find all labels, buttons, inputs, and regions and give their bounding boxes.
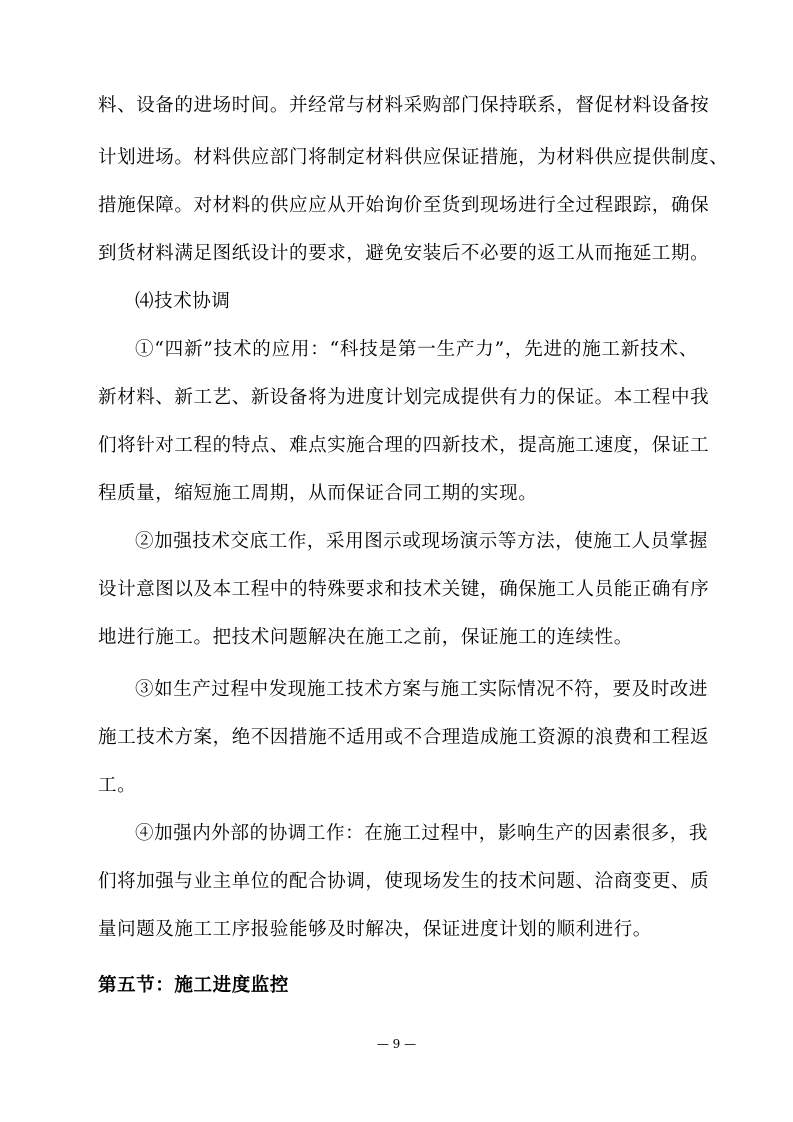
body-line: ②加强技术交底工作，采用图示或现场演示等方法，使施工人员掌握 <box>135 531 709 552</box>
body-line: ①“四新”技术的应用：“科技是第一生产力”，先进的施工新技术、 <box>135 339 698 360</box>
body-line: 工。 <box>98 775 137 796</box>
body-line: ④加强内外部的协调工作：在施工过程中，影响生产的因素很多，我 <box>135 823 709 844</box>
page-number: — 9 — <box>376 1037 417 1051</box>
body-line: 料、设备的进场时间。并经常与材料采购部门保持联系，督促材料设备按 <box>98 95 710 116</box>
body-line: 计划进场。材料供应部门将制定材料供应保证措施，为材料供应提供制度、 <box>98 147 729 168</box>
body-line: 程质量，缩短施工周期，从而保证合同工期的实现。 <box>98 483 538 504</box>
body-line: 措施保障。对材料的供应应从开始询价至货到现场进行全过程跟踪，确保 <box>98 195 710 216</box>
body-line: 们将加强与业主单位的配合协调，使现场发生的技术问题、洽商变更、质 <box>98 871 710 892</box>
body-line: 到货材料满足图纸设计的要求，避免安装后不必要的返工从而拖延工期。 <box>98 243 710 264</box>
body-line: 地进行施工。把技术问题解决在施工之前，保证施工的连续性。 <box>98 627 633 648</box>
section-heading: 第五节：施工进度监控 <box>98 975 290 996</box>
body-line: 设计意图以及本工程中的特殊要求和技术关键，确保施工人员能正确有序 <box>98 579 710 600</box>
subsection-title: ⑷技术协调 <box>135 291 231 312</box>
body-line: 量问题及施工工序报验能够及时解决，保证进度计划的顺利进行。 <box>98 919 652 940</box>
body-line: 新材料、新工艺、新设备将为进度计划完成提供有力的保证。本工程中我 <box>98 387 710 408</box>
body-line: 们将针对工程的特点、难点实施合理的四新技术，提高施工速度，保证工 <box>98 435 710 456</box>
body-line: 施工技术方案，绝不因措施不适用或不合理造成施工资源的浪费和工程返 <box>98 727 710 748</box>
body-line: ③如生产过程中发现施工技术方案与施工实际情况不符，要及时改进 <box>135 679 709 700</box>
